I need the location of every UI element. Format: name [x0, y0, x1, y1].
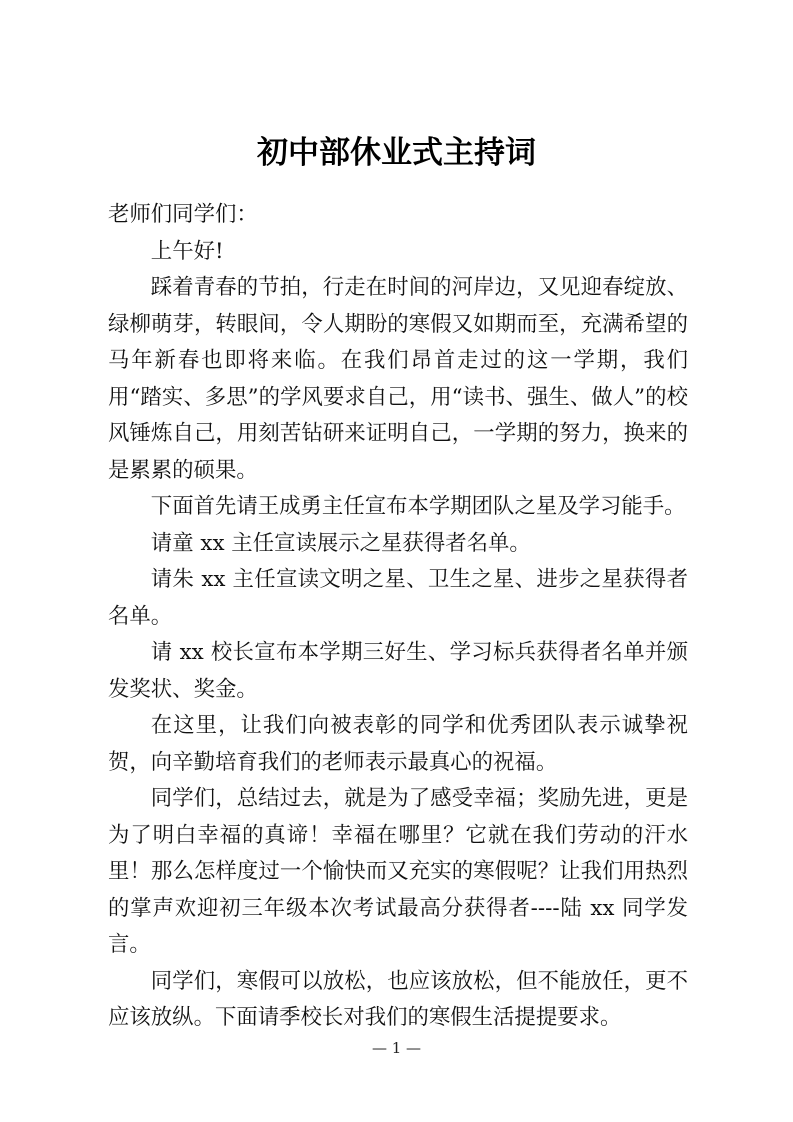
paragraph-announcement-2: 请童 xx 主任宣读展示之星获得者名单。: [150, 530, 531, 556]
paragraph-winter-break: 同学们，寒假可以放松，也应该放松，但不能放任，更不应该放纵。下面请季校长对我们的寒假生活提提要求。: [108, 968, 688, 1030]
document-body: [108, 197, 688, 1037]
page-number: — 1 —: [371, 1039, 422, 1057]
paragraph-opening: 踩着青春的节拍，行走在时间的河岸边，又见迎春绽放、绿柳萌芽，转眼间，令人期盼的寒假又如期而至，充满希望的马年新春也即将来临。在我们昂首走过的这一学期，我们用“踏实、多思”的学风要求自己，用“读书、强生、做人”的校风锤炼自己，用刻苦钻研来证明自己，一学期的努力，换来的是累累的硕果。: [108, 275, 688, 483]
paragraph-congratulations: 在这里，让我们向被表彰的同学和优秀团队表示诚挚祝贺，向辛勤培育我们的老师表示最真心的祝福。: [108, 713, 688, 775]
document-title: 初中部休业式主持词: [257, 134, 536, 171]
paragraph-greeting: 上午好!: [150, 238, 224, 264]
paragraph-salutation: 老师们同学们：: [108, 202, 258, 227]
paragraph-announcement-1: 下面首先请王成勇主任宣布本学期团队之星及学习能手。: [150, 494, 686, 519]
paragraph-announcement-3: 请朱 xx 主任宣读文明之星、卫生之星、进步之星获得者名单。: [108, 567, 688, 629]
paragraph-announcement-4: 请 xx 校长宣布本学期三好生、学习标兵获得者名单并颁发奖状、奖金。: [108, 640, 688, 702]
paragraph-happiness: 同学们，总结过去，就是为了感受幸福；奖励先进，更是为了明白幸福的真谛！幸福在哪里？它就在我们劳动的汗水里！那么怎样度过一个愉快而又充实的寒假呢？让我们用热烈的掌声欢迎初三年级本次考试最高分获得者----陆 xx 同学发言。: [108, 786, 688, 957]
